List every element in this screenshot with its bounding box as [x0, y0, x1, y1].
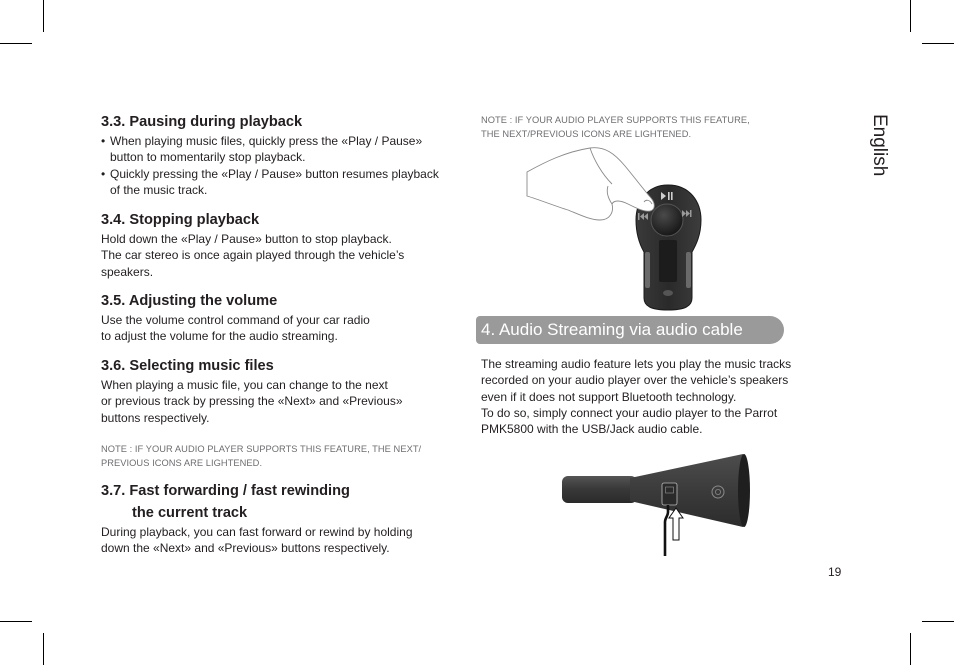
section-3-6	[101, 357, 403, 426]
language-tab: English	[869, 114, 890, 177]
text-line: even if it does not support Bluetooth technology.	[481, 389, 737, 404]
note-right	[481, 113, 750, 141]
bullet-item	[101, 133, 439, 166]
text-line: or previous track by pressing the «Next» and «Previous»	[101, 394, 403, 409]
bullet-text	[110, 166, 439, 199]
section-3-5	[101, 292, 370, 345]
text-line: speakers.	[101, 264, 154, 279]
text-line: During playback, you can fast forward or rewind by holding	[101, 525, 413, 539]
text-line: To do so, simply connect your audio player to the Parrot	[481, 405, 778, 420]
text-line: Use the volume control command of your car radio	[101, 313, 370, 327]
bullet-symbol: •	[101, 134, 106, 148]
section-4-banner: 4. Audio Streaming via audio cable	[476, 316, 784, 344]
text-line: down the «Next» and «Previous» buttons respectively.	[101, 541, 390, 556]
text-line: recorded on your audio player over the vehicle’s speakers	[481, 373, 789, 388]
text-line: button to momentarily stop playback.	[110, 150, 306, 165]
section-3-7	[101, 480, 413, 557]
hand-outline	[527, 148, 654, 220]
section-heading: 3.3. Pausing during playback	[101, 114, 303, 130]
heading-line: 3.7. Fast forwarding / fast rewinding	[101, 483, 350, 499]
cable	[665, 505, 668, 556]
text-line: buttons respectively.	[101, 410, 210, 425]
usb-plug	[662, 483, 677, 505]
usb-jack-audio-cable-illustration	[555, 450, 760, 560]
text-line: PMK5800 with the USB/Jack audio cable.	[481, 422, 703, 437]
section-3-4	[101, 211, 404, 280]
note-line: NOTE : IF YOUR AUDIO PLAYER SUPPORTS THIS FEATURE, THE NEXT/	[101, 444, 422, 454]
bullet-text	[110, 133, 422, 166]
text-line: Hold down the «Play / Pause» button to stop playback.	[101, 232, 392, 246]
note-line: THE NEXT/PREVIOUS ICONS ARE LIGHTENED.	[481, 129, 692, 139]
text-line: When playing a music file, you can change to the next	[101, 378, 388, 392]
section-heading: 3.5. Adjusting the volume	[101, 293, 278, 309]
remote-side-panel	[645, 252, 650, 288]
text-line: Quickly pressing the «Play / Pause» button resumes playback	[110, 166, 439, 181]
arrow-up-icon	[669, 508, 683, 540]
remote-side-panel	[686, 252, 691, 288]
remote-small-button	[663, 290, 673, 296]
text-line: The streaming audio feature lets you play the music tracks	[481, 357, 792, 371]
bullet-item	[101, 166, 439, 199]
section-3-3	[101, 113, 439, 198]
text-line: to adjust the volume for the audio streaming.	[101, 329, 338, 344]
heading-line: the current track	[132, 505, 248, 521]
section-heading: 3.4. Stopping playback	[101, 212, 260, 228]
text-line: The car stereo is once again played through the vehicle’s	[101, 248, 405, 263]
device-end	[738, 454, 750, 527]
note-left	[101, 442, 421, 470]
section-4-paragraph	[481, 356, 791, 437]
section-heading: 3.6. Selecting music files	[101, 358, 274, 374]
device-cone	[630, 454, 743, 527]
note-line: PREVIOUS ICONS ARE LIGHTENED.	[101, 458, 263, 468]
device-cylinder	[562, 476, 637, 503]
note-line: NOTE : IF YOUR AUDIO PLAYER SUPPORTS THIS FEATURE,	[481, 115, 750, 125]
text-line: When playing music files, quickly press the «Play / Pause»	[110, 134, 423, 148]
bullet-symbol: •	[101, 166, 106, 181]
text-line: of the music track.	[110, 182, 208, 197]
center-button	[651, 204, 683, 236]
page-number: 19	[828, 565, 842, 579]
section-heading	[101, 480, 413, 524]
remote-screen	[659, 240, 677, 282]
hand-pressing-remote-illustration	[520, 140, 710, 315]
